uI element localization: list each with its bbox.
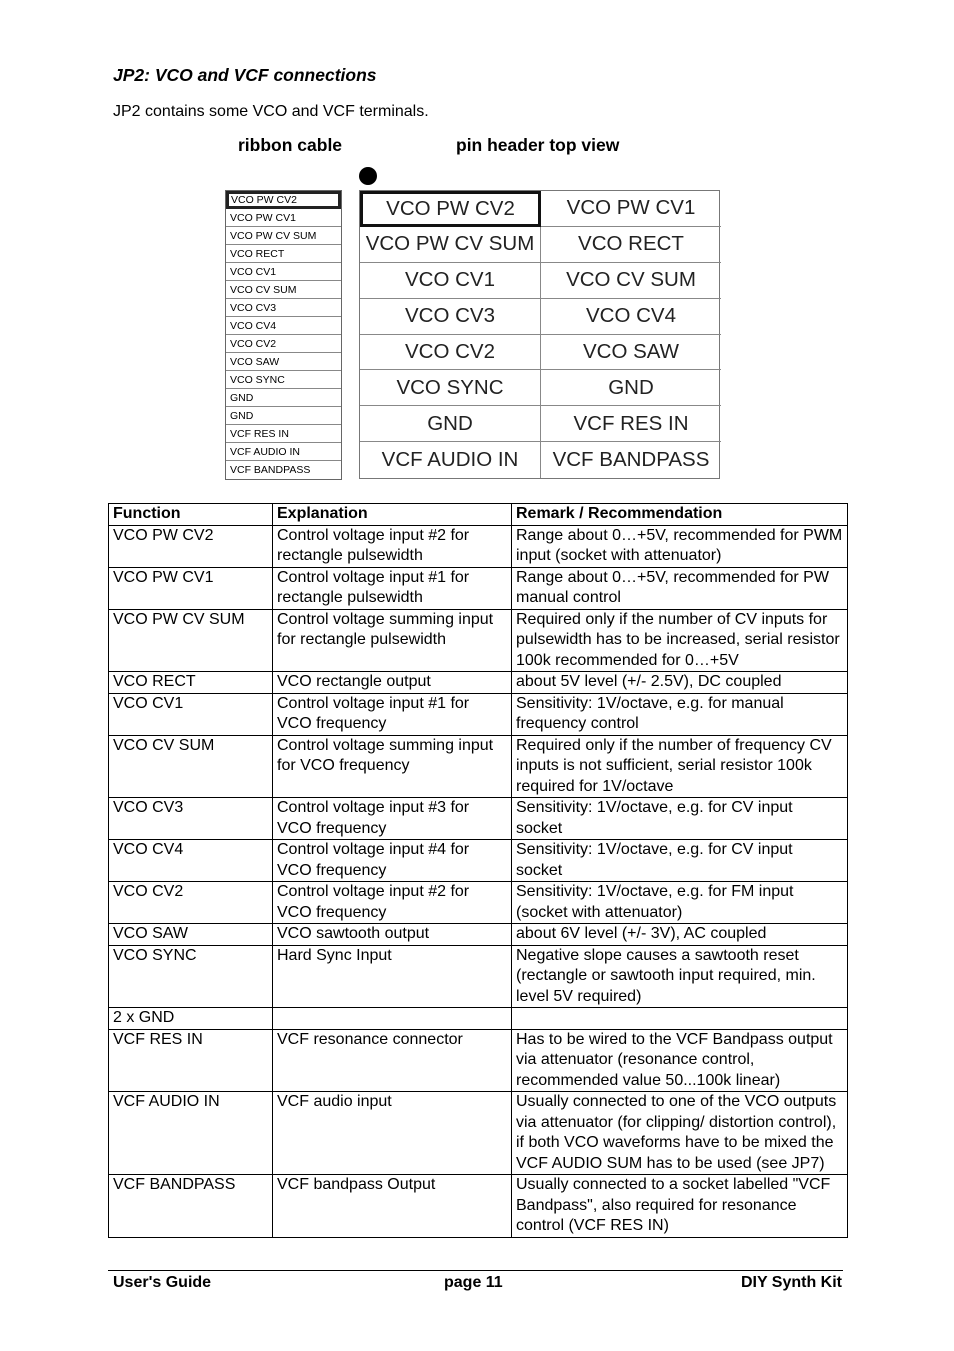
remark-cell: about 6V level (+/- 3V), AC coupled [512, 924, 848, 946]
ribbon-wire-label: VCF RES IN [226, 425, 341, 443]
explanation-cell: Control voltage input #1 for VCO frequency [273, 693, 512, 735]
explanation-cell: Control voltage input #2 for rectangle pulsewidth [273, 525, 512, 567]
ribbon-wire-label: VCO SYNC [226, 371, 341, 389]
ribbon-wire-label: VCO PW CV1 [226, 209, 341, 227]
pin-header-pin: VCF BANDPASS [552, 448, 710, 472]
function-cell: VCF BANDPASS [109, 1175, 273, 1238]
ribbon-wire-label: VCO CV4 [226, 317, 341, 335]
pin-header-pin: VCF RES IN [541, 406, 721, 442]
ribbon-wire-label: VCO PW CV SUM [226, 227, 341, 245]
ribbon-wire-label: VCO PW CV2 [226, 191, 341, 209]
ribbon-wire-label: VCO CV SUM [226, 281, 341, 299]
table-row [109, 525, 848, 567]
explanation-cell: Hard Sync Input [273, 945, 512, 1008]
section-heading: JP2: VCO and VCF connections [113, 65, 377, 85]
pin-header-label: pin header top view [456, 135, 620, 155]
table-row [109, 945, 848, 1008]
table-row [109, 882, 848, 924]
function-cell: 2 x GND [109, 1008, 273, 1030]
function-cell: VCO SYNC [109, 945, 273, 1008]
function-cell: VCO CV SUM [109, 735, 273, 798]
ribbon-wire-label: VCO CV1 [226, 263, 341, 281]
function-cell: VCO SAW [109, 924, 273, 946]
column-header-remark: Remark / Recommendation [512, 504, 848, 526]
explanation-cell: VCO sawtooth output [273, 924, 512, 946]
remark-cell: Sensitivity: 1V/octave, e.g. for manual frequency control [512, 693, 848, 735]
footer-divider [108, 1270, 843, 1271]
explanation-cell: VCF audio input [273, 1092, 512, 1175]
ribbon-wire-label: VCO CV3 [226, 299, 341, 317]
table-row [109, 735, 848, 798]
pin-header-pin: VCO CV4 [541, 299, 721, 335]
explanation-cell [273, 1008, 512, 1030]
ribbon-wire-label: GND [226, 407, 341, 425]
table-row [109, 567, 848, 609]
table-row [109, 1029, 848, 1092]
ribbon-wire-label: VCF BANDPASS [230, 464, 311, 476]
function-cell: VCO CV4 [109, 840, 273, 882]
table-row [109, 840, 848, 882]
intro-text: JP2 contains some VCO and VCF terminals. [113, 103, 429, 120]
footer-page-number: page 11 [444, 1274, 503, 1291]
pin-header-pin: VCO CV1 [360, 263, 541, 299]
table-row [109, 1092, 848, 1175]
column-header-explanation: Explanation [273, 504, 512, 526]
remark-cell: Usually connected to a socket labelled "VCF Bandpass", also required for resonance control (VCF RES IN) [512, 1175, 848, 1238]
pin-header-pin: VCO CV2 [360, 335, 541, 371]
pin-header-diagram [359, 190, 720, 479]
pin-header-pin: VCO PW CV1 [541, 191, 721, 227]
ribbon-wire-label: VCO RECT [226, 245, 341, 263]
ribbon-cable-label: ribbon cable [238, 135, 343, 155]
function-cell: VCF AUDIO IN [109, 1092, 273, 1175]
function-cell: VCO PW CV1 [109, 567, 273, 609]
explanation-cell: VCF bandpass Output [273, 1175, 512, 1238]
explanation-cell: Control voltage input #4 for VCO frequency [273, 840, 512, 882]
remark-cell: about 5V level (+/- 2.5V), DC coupled [512, 672, 848, 694]
remark-cell: Negative slope causes a sawtooth reset (rectangle or sawtooth input required, min. level 5V required) [512, 945, 848, 1008]
pin-header-pin: VCO SYNC [360, 370, 541, 406]
ribbon-cable-diagram [225, 190, 342, 480]
function-cell: VCO RECT [109, 672, 273, 694]
table-row [109, 672, 848, 694]
remark-cell: Sensitivity: 1V/octave, e.g. for CV input socket [512, 798, 848, 840]
connections-table [108, 503, 848, 1238]
ribbon-wire-label: VCF AUDIO IN [226, 443, 341, 461]
pin1-marker-dot [359, 167, 377, 185]
remark-cell: Sensitivity: 1V/octave, e.g. for CV input socket [512, 840, 848, 882]
table-header-row [109, 504, 848, 526]
remark-cell: Required only if the number of frequency CV inputs is not sufficient, serial resistor 100k required for 1V/octave [512, 735, 848, 798]
table-row [109, 609, 848, 672]
pin-header-pin: VCO PW CV2 [360, 191, 541, 227]
ribbon-wire-label: GND [226, 389, 341, 407]
explanation-cell: Control voltage input #2 for VCO frequency [273, 882, 512, 924]
function-cell: VCO CV1 [109, 693, 273, 735]
remark-cell: Range about 0…+5V, recommended for PWM input (socket with attenuator) [512, 525, 848, 567]
explanation-cell: VCF resonance connector [273, 1029, 512, 1092]
explanation-cell: Control voltage input #1 for rectangle pulsewidth [273, 567, 512, 609]
footer-product-name: DIY Synth Kit [740, 1274, 842, 1291]
footer-guide-title: User's Guide [113, 1274, 212, 1291]
remark-cell: Required only if the number of CV inputs for pulsewidth has to be increased, serial resistor 100k recommended for 0…+5V [512, 609, 848, 672]
pin-header-pin: GND [360, 406, 541, 442]
table-row [109, 1008, 848, 1030]
explanation-cell: Control voltage summing input for VCO frequency [273, 735, 512, 798]
function-cell: VCO CV2 [109, 882, 273, 924]
pin-header-pin: VCO CV SUM [541, 263, 721, 299]
remark-cell: Sensitivity: 1V/octave, e.g. for FM input (socket with attenuator) [512, 882, 848, 924]
remark-cell [512, 1008, 848, 1030]
explanation-cell: VCO rectangle output [273, 672, 512, 694]
column-header-function: Function [109, 504, 273, 526]
remark-cell: Range about 0…+5V, recommended for PW manual control [512, 567, 848, 609]
remark-cell: Usually connected to one of the VCO outputs via attenuator (for clipping/ distortion control), if both VCO waveforms have to be mixed the VCF AUDIO SUM has to be used (see JP7) [512, 1092, 848, 1175]
table-row [109, 693, 848, 735]
table-row [109, 924, 848, 946]
ribbon-wire-label: VCO SAW [226, 353, 341, 371]
table-row [109, 798, 848, 840]
pin-header-pin: VCO PW CV SUM [360, 227, 541, 263]
function-cell: VCO PW CV2 [109, 525, 273, 567]
remark-cell: Has to be wired to the VCF Bandpass output via attenuator (resonance control, recommended value 50...100k linear) [512, 1029, 848, 1092]
pin-header-pin: VCF AUDIO IN [360, 442, 541, 478]
function-cell: VCO CV3 [109, 798, 273, 840]
function-cell: VCO PW CV SUM [109, 609, 273, 672]
pin-header-pin: VCO SAW [541, 335, 721, 371]
function-cell: VCF RES IN [109, 1029, 273, 1092]
pin-header-pin: VCO CV3 [360, 299, 541, 335]
pin-header-pin: VCO RECT [541, 227, 721, 263]
explanation-cell: Control voltage summing input for rectangle pulsewidth [273, 609, 512, 672]
ribbon-wire-label: VCO CV2 [226, 335, 341, 353]
table-row [109, 1175, 848, 1238]
explanation-cell: Control voltage input #3 for VCO frequency [273, 798, 512, 840]
pin-header-pin: GND [541, 370, 721, 406]
